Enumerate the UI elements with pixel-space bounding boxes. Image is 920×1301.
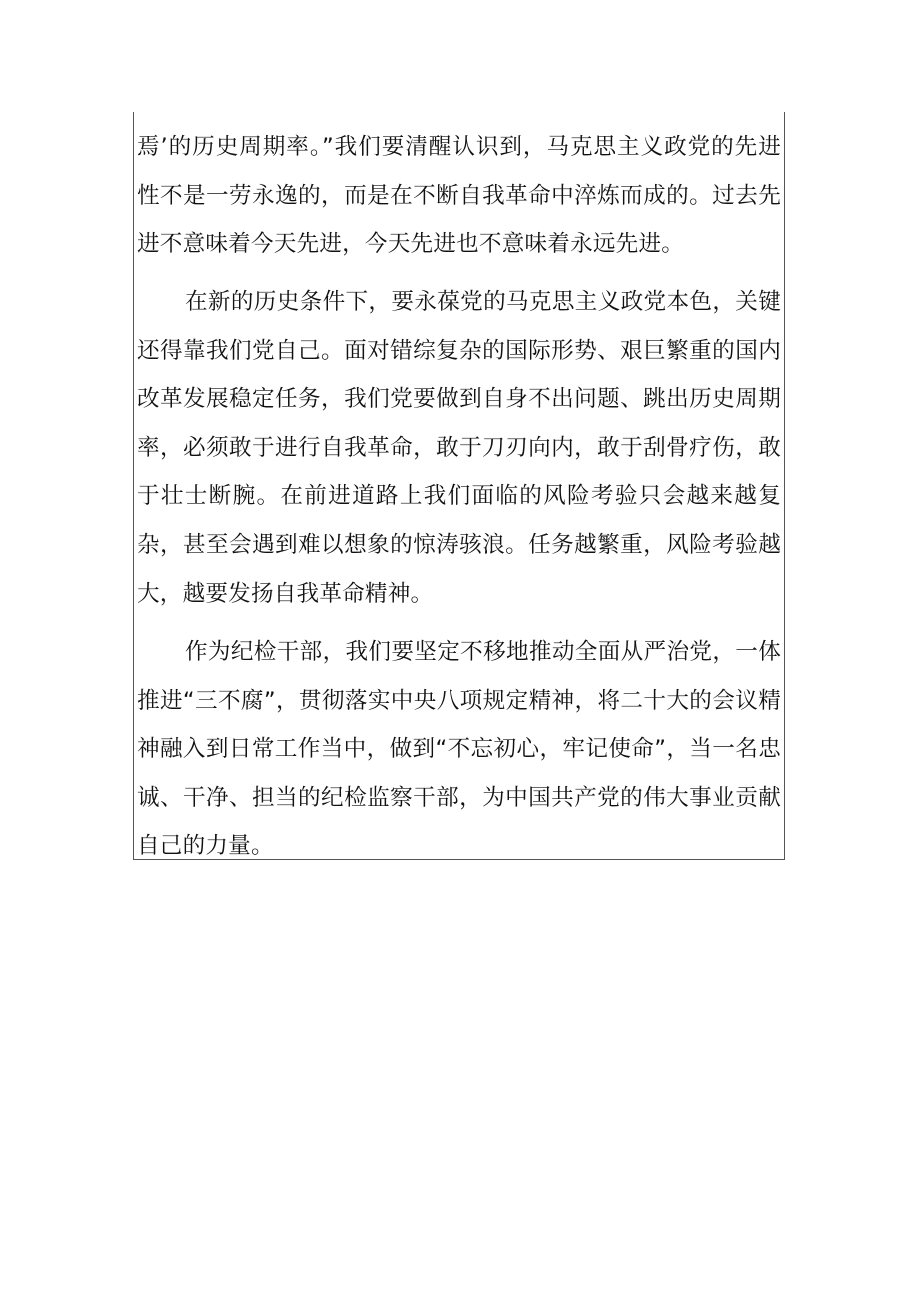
paragraph-continuation: 焉’的历史周期率。”我们要清醒认识到，马克思主义政党的先进性不是一劳永逸的，而是在不断自我革命中淬炼而成的。过去先进不意味着今天先进，今天先进也不意味着永远先进。 bbox=[137, 134, 781, 258]
document-table-cell bbox=[133, 112, 785, 860]
paragraph-discipline-cadre: 作为纪检干部，我们要坚定不移地推动全面从严治党，一体推进“三不腐”，贯彻落实中央八项规定精神，将二十大的会议精神融入到日常工作当中，做到“不忘初心，牢记使命”，当一名忠诚、干净、担当的纪检监察干部，为中国共产党的伟大事业贡献自己的力量。 bbox=[137, 639, 781, 860]
paragraph-self-revolution: 在新的历史条件下，要永葆党的马克思主义政党本色，关键还得靠我们党自己。面对错综复杂的国际形势、艰巨繁重的国内改革发展稳定任务，我们党要做到自身不出问题、跳出历史周期率，必须敢于进行自我革命，敢于刀刃向内，敢于刮骨疗伤，敢于壮士断腕。在前进道路上我们面临的风险考验只会越来越复杂，甚至会遇到难以想象的惊涛骇浪。任务越繁重，风险考验越大，越要发扬自我革命精神。 bbox=[137, 289, 781, 607]
